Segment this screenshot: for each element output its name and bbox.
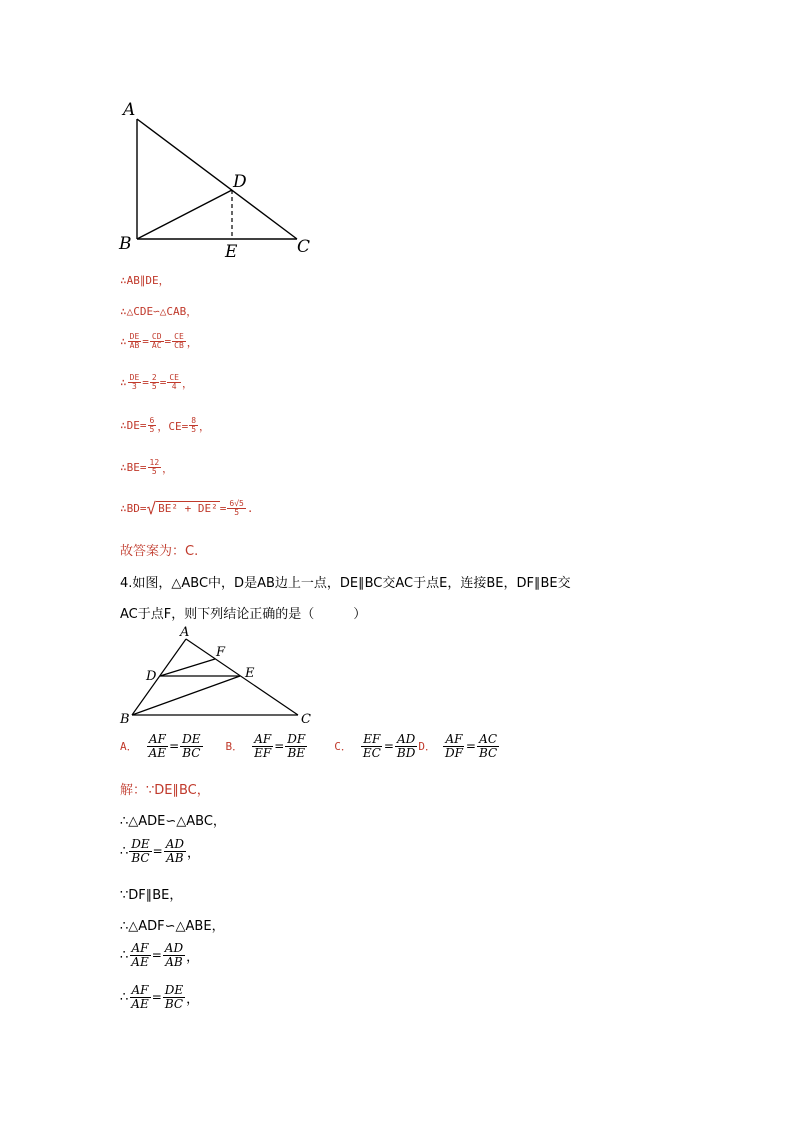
label2-F: F	[216, 645, 226, 660]
label-C: C	[297, 237, 311, 257]
option-d-letter: D．	[418, 740, 436, 754]
sol1-line3: ∴ $\frac{DE}{AB}$ = $\frac{CD}{AC}$ = $\frac{CE}{CB}$ ，	[120, 332, 198, 351]
label2-B: B	[120, 712, 130, 727]
option-c-frac1: $\frac{EF}{EC}$	[362, 732, 381, 760]
option-c-frac2: $\frac{AD}{BD}$	[396, 732, 416, 760]
label2-E: E	[245, 666, 255, 681]
label2-C: C	[301, 712, 311, 727]
label-A: A	[123, 100, 136, 120]
option-a-frac2: $\frac{DE}{BC}$	[182, 732, 201, 760]
sol1-line6: ∴BE= $\frac{12}{5}$ ，	[120, 458, 174, 477]
question4-line2: AC于点F，则下列结论正确的是（ ）	[120, 607, 367, 622]
sol4-line5: ∴△ADF∽△ABE，	[120, 919, 225, 934]
option-d-frac1: $\frac{AF}{DF}$	[444, 732, 463, 760]
sol1-line4: ∴ $\frac{DE}{3}$ = $\frac{2}{5}$ = $\frac{CE}{4}$ ，	[120, 373, 193, 392]
option-a-frac1: $\frac{AF}{AE}$	[148, 732, 167, 760]
sol4-line1: 解：∵DE∥BC，	[120, 783, 210, 798]
label-D: D	[233, 172, 247, 192]
sol1-line7: ∴BD= √ BE² + DE² = $\frac{6√5}{5}$ .	[120, 498, 254, 518]
figure-1-triangle	[110, 95, 330, 265]
sol4-line6: ∴ $\frac{AF}{AE}$ = $\frac{AD}{AB}$ ，	[120, 941, 200, 969]
sol4-line3: ∴ $\frac{DE}{BC}$ = $\frac{AD}{AB}$ ，	[120, 837, 201, 865]
option-b-letter: B．	[225, 740, 244, 754]
sol1-line2: ∴△CDE∽△CAB，	[120, 305, 198, 318]
options-row: A． $\frac{AF}{AE}$ = $\frac{DE}{BC}$ B． $\frac{AF}{EF}$ = $\frac{DF}{BE}$ C． $\frac{EF}{EC}$ = $\frac{AD}{BD}$ D． $\frac{AF}{DF}$ = $\frac{AC}{BC}$	[120, 732, 498, 760]
sol1-line1: ∴AB∥DE，	[120, 274, 170, 287]
figure-2-triangle	[112, 624, 322, 728]
sol4-line2: ∴△ADE∽△ABC，	[120, 814, 226, 829]
option-b-frac2: $\frac{DF}{BE}$	[287, 732, 306, 760]
question4-line1: 4.如图，△ABC中，D是AB边上一点，DE∥BC交AC于点E，连接BE，DF∥BE交	[120, 576, 571, 591]
label2-A: A	[180, 625, 190, 640]
sol1-answer: 故答案为：C.	[120, 544, 199, 559]
label2-D: D	[146, 669, 157, 684]
option-d-frac2: $\frac{AC}{BC}$	[478, 732, 498, 760]
label-B: B	[119, 234, 132, 254]
option-c-letter: C．	[334, 740, 352, 754]
sol4-line4: ∵DF∥BE，	[120, 888, 183, 903]
option-b-frac1: $\frac{AF}{EF}$	[254, 732, 272, 760]
sol1-line5: ∴DE= $\frac{6}{5}$ ，CE= $\frac{8}{5}$ ，	[120, 416, 211, 435]
label-E: E	[225, 242, 238, 262]
sol4-line7: ∴ $\frac{AF}{AE}$ = $\frac{DE}{BC}$ ，	[120, 983, 200, 1011]
option-a-letter: A．	[120, 740, 138, 754]
